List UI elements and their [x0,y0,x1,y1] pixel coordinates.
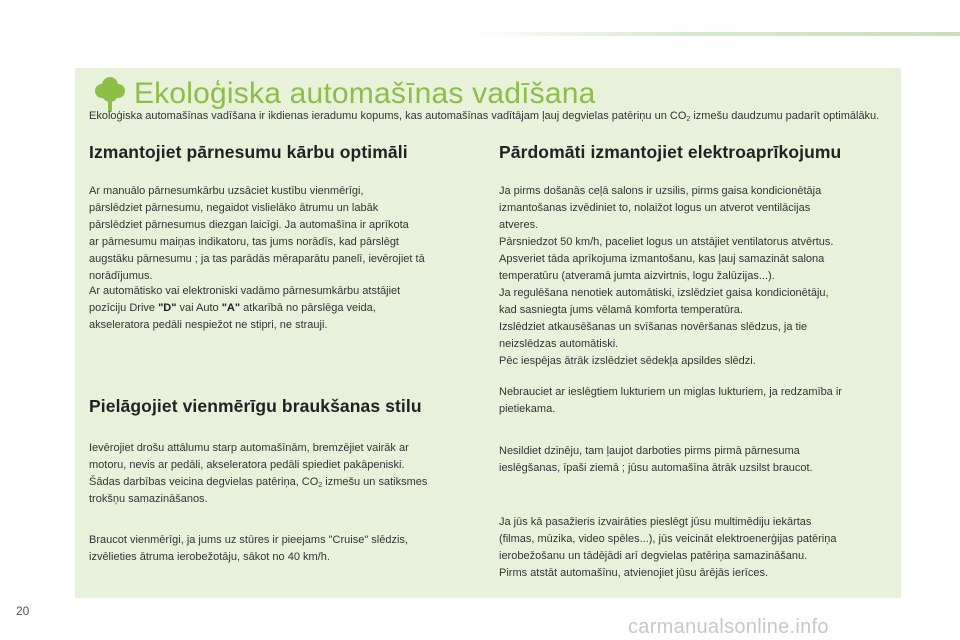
auto-mode-label: "A" [221,302,241,314]
drive-mode-label: "D" [158,302,177,314]
text-line: Ievērojiet drošu attālumu starp automašīnām, bremzējiet vairāk ar [89,442,409,454]
text-line: Pēc iespējas ātrāk izslēdziet sēdekļa apsildes slēdzi. [499,355,756,367]
text-line: (filmas, mūzika, video spēles...), jūs veicināt elektroenerģijas patēriņa [499,533,837,545]
text-line: kad sasniegta jums vēlamā komforta temperatūra. [499,304,743,316]
driving-style-paragraph-2 [89,532,479,566]
text-span: atkarībā no pārslēga veida, [240,302,376,314]
text-line: ar pārnesumu maiņas indikatoru, tas jums norādīs, kad pārslēgt [89,236,399,248]
text-line [89,300,479,317]
text-span: vai Auto [176,302,222,314]
electrical-block-3 [499,443,894,477]
text-line: Nebrauciet ar ieslēgtiem lukturiem un miglas lukturiem, ja redzamība ir [499,386,842,398]
section-title-driving-style: Pielāgojiet vienmērīgu braukšanas stilu [89,396,422,416]
text-line: Ar automātisko vai elektroniski vadāmo pārnesumkārbu atstājiet [89,285,401,297]
page-title: Ekoloģiska automašīnas vadīšana [134,77,596,110]
text-line: pietiekama. [499,403,556,415]
text-span: Šādas darbības veicina degvielas patēriņa, CO [89,476,319,488]
text-line: akseleratora pedāli nespiežot ne stipri, ne strauji. [89,319,328,331]
text-line: Ja regulēšana nenotiek automātiski, izslēdziet gaisa kondicionētāju, [499,287,829,299]
text-line: Ja pirms došanās ceļā salons ir uzsilis, pirms gaisa kondicionētāja [499,185,822,197]
text-line: pārslēdziet pārnesumus diezgan laicīgi. Ja automašīna ir aprīkota [89,219,409,231]
text-line [89,474,479,491]
text-span: izmešu un satiksmes [322,476,428,488]
intro-text [89,108,889,125]
text-line: Pirms atstāt automašīnu, atvienojiet jūsu ārējās ierīces. [499,567,769,579]
intro-part-a: Ekoloģiska automašīnas vadīšana ir ikdienas ieradumu kopums, kas automašīnas vadītājam ļauj degvielas patēriņu un CO [89,110,687,122]
text-line: ieslēgšanas, īpaši ziemā ; jūsu automašīna ātrāk uzsilst braucot. [499,462,813,474]
text-line: motoru, nevis ar pedāli, akseleratora pedāli spiediet pakāpeniski. [89,459,405,471]
intro-co2-subscript: 2 [686,116,691,123]
text-line: neizslēdzas automātiski. [499,338,619,350]
text-line: Ja jūs kā pasažieris izvairāties pieslēgt jūsu multimēdiju iekārtas [499,516,812,528]
watermark-text: carmanualsonline.info [628,616,829,638]
text-line: Apsveriet tāda aprīkojuma izmantošanu, kas ļauj samazināt salona [499,253,825,265]
text-line: norādījumus. [89,270,153,282]
text-line: atveres. [499,219,539,231]
co2-subscript: 2 [318,482,323,489]
gearbox-paragraph-1 [89,183,479,285]
text-line: trokšņu samazināšanos. [89,493,208,505]
gearbox-paragraph-2 [89,283,479,334]
text-line: Nesildiet dzinēju, tam ļaujot darboties pirms pirmā pārnesuma [499,445,800,457]
section-title-gearbox: Izmantojiet pārnesumu kārbu optimāli [89,142,408,162]
page-number: 20 [16,604,30,618]
text-span: pozīciju Drive [89,302,159,314]
header-decor-line [470,32,960,36]
electrical-block-1 [499,183,894,370]
text-line: temperatūru (atveramā jumta aizvirtnis, logu žalūzijas...). [499,270,775,282]
driving-style-paragraph-1 [89,440,479,508]
text-line: augstāku pārnesumu ; ja tas parādās mēraparātu panelī, ievērojiet tā [89,253,425,265]
intro-part-b: izmešu daudzumu padarīt optimālāku. [690,110,880,122]
text-line: izvēlieties ātruma ierobežotāju, sākot no 40 km/h. [89,551,330,563]
text-line: izmantošanas izvēdiniet to, nolaižot logus un atverot ventilācijas [499,202,811,214]
text-line: Braucot vienmērīgi, ja jums uz stūres ir pieejams "Cruise" slēdzis, [89,534,408,546]
electrical-block-4 [499,514,894,582]
text-line: pārslēdziet pārnesumu, negaidot vislielāko ātrumu un labāk [89,202,379,214]
text-line: ierobežošanu un tādējādi arī degvielas patēriņa samazināšanu. [499,550,808,562]
text-line: Ar manuālo pārnesumkārbu uzsāciet kustību vienmērīgi, [89,185,364,197]
electrical-block-2 [499,384,894,418]
text-line: Izslēdziet atkausēšanas un svīšanas novēršanas slēdzus, ja tie [499,321,808,333]
section-title-electrical: Pārdomāti izmantojiet elektroaprīkojumu [499,142,842,162]
text-line: Pārsniedzot 50 km/h, paceliet logus un atstājiet ventilatorus atvērtus. [499,236,834,248]
